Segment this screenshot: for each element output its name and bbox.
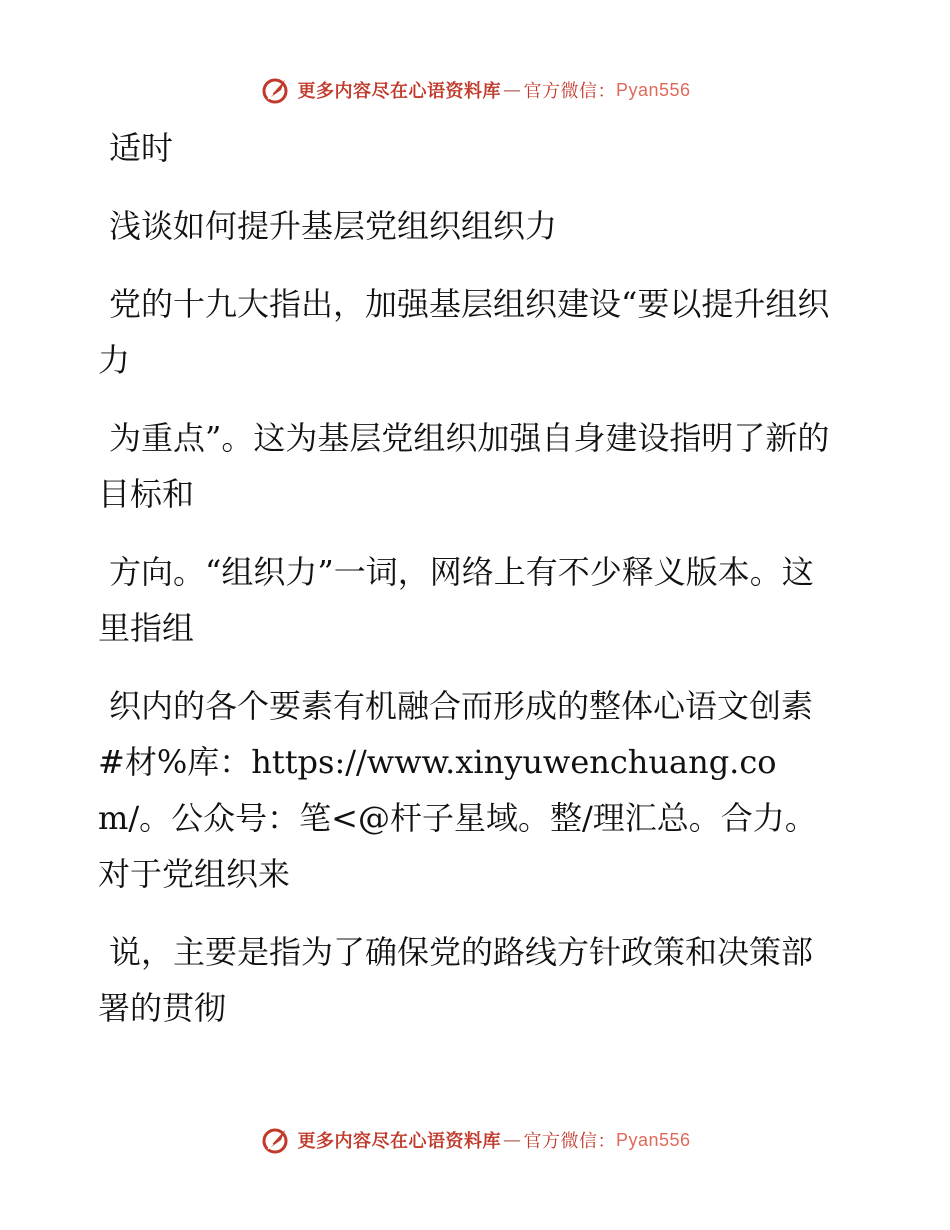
quill-pen-logo-icon bbox=[259, 1124, 291, 1156]
paragraph-2: 浅谈如何提升基层党组织组织力 bbox=[109, 207, 558, 245]
header-banner bbox=[0, 72, 950, 108]
banner-brand-text: 更多内容尽在心语资料库 bbox=[297, 81, 501, 102]
document-body bbox=[98, 120, 833, 1058]
footer-wechat-id: Pyan556 bbox=[615, 1129, 691, 1150]
paragraph-3: 党的十九大指出，加强基层组织建设“要以提升组织力 bbox=[98, 285, 830, 379]
paragraph-6: 织内的各个要素有机融合而形成的整体心语文创素#材%库：https://www.xinyuwenchuang.com/。公众号：笔<@杆子星域。整/理汇总。合力。对于党组织来 bbox=[98, 687, 817, 893]
footer-dash: — bbox=[502, 1129, 522, 1151]
paragraph-5: 方向。“组织力”一词，网络上有不少释义版本。这里指组 bbox=[98, 553, 814, 647]
paragraph-1: 适时 bbox=[109, 129, 174, 167]
banner-wechat-label: 官方微信： bbox=[523, 81, 616, 102]
footer-brand-text: 更多内容尽在心语资料库 bbox=[297, 1131, 501, 1152]
banner-dash: — bbox=[502, 79, 522, 101]
quill-pen-logo-icon bbox=[259, 74, 291, 106]
paragraph-4: 为重点”。这为基层党组织加强自身建设指明了新的目标和 bbox=[98, 419, 830, 513]
footer-banner bbox=[0, 1122, 950, 1158]
footer-wechat-label: 官方微信： bbox=[523, 1131, 616, 1152]
paragraph-7: 说，主要是指为了确保党的路线方针政策和决策部署的贯彻 bbox=[98, 933, 814, 1027]
banner-wechat-id: Pyan556 bbox=[615, 79, 691, 100]
